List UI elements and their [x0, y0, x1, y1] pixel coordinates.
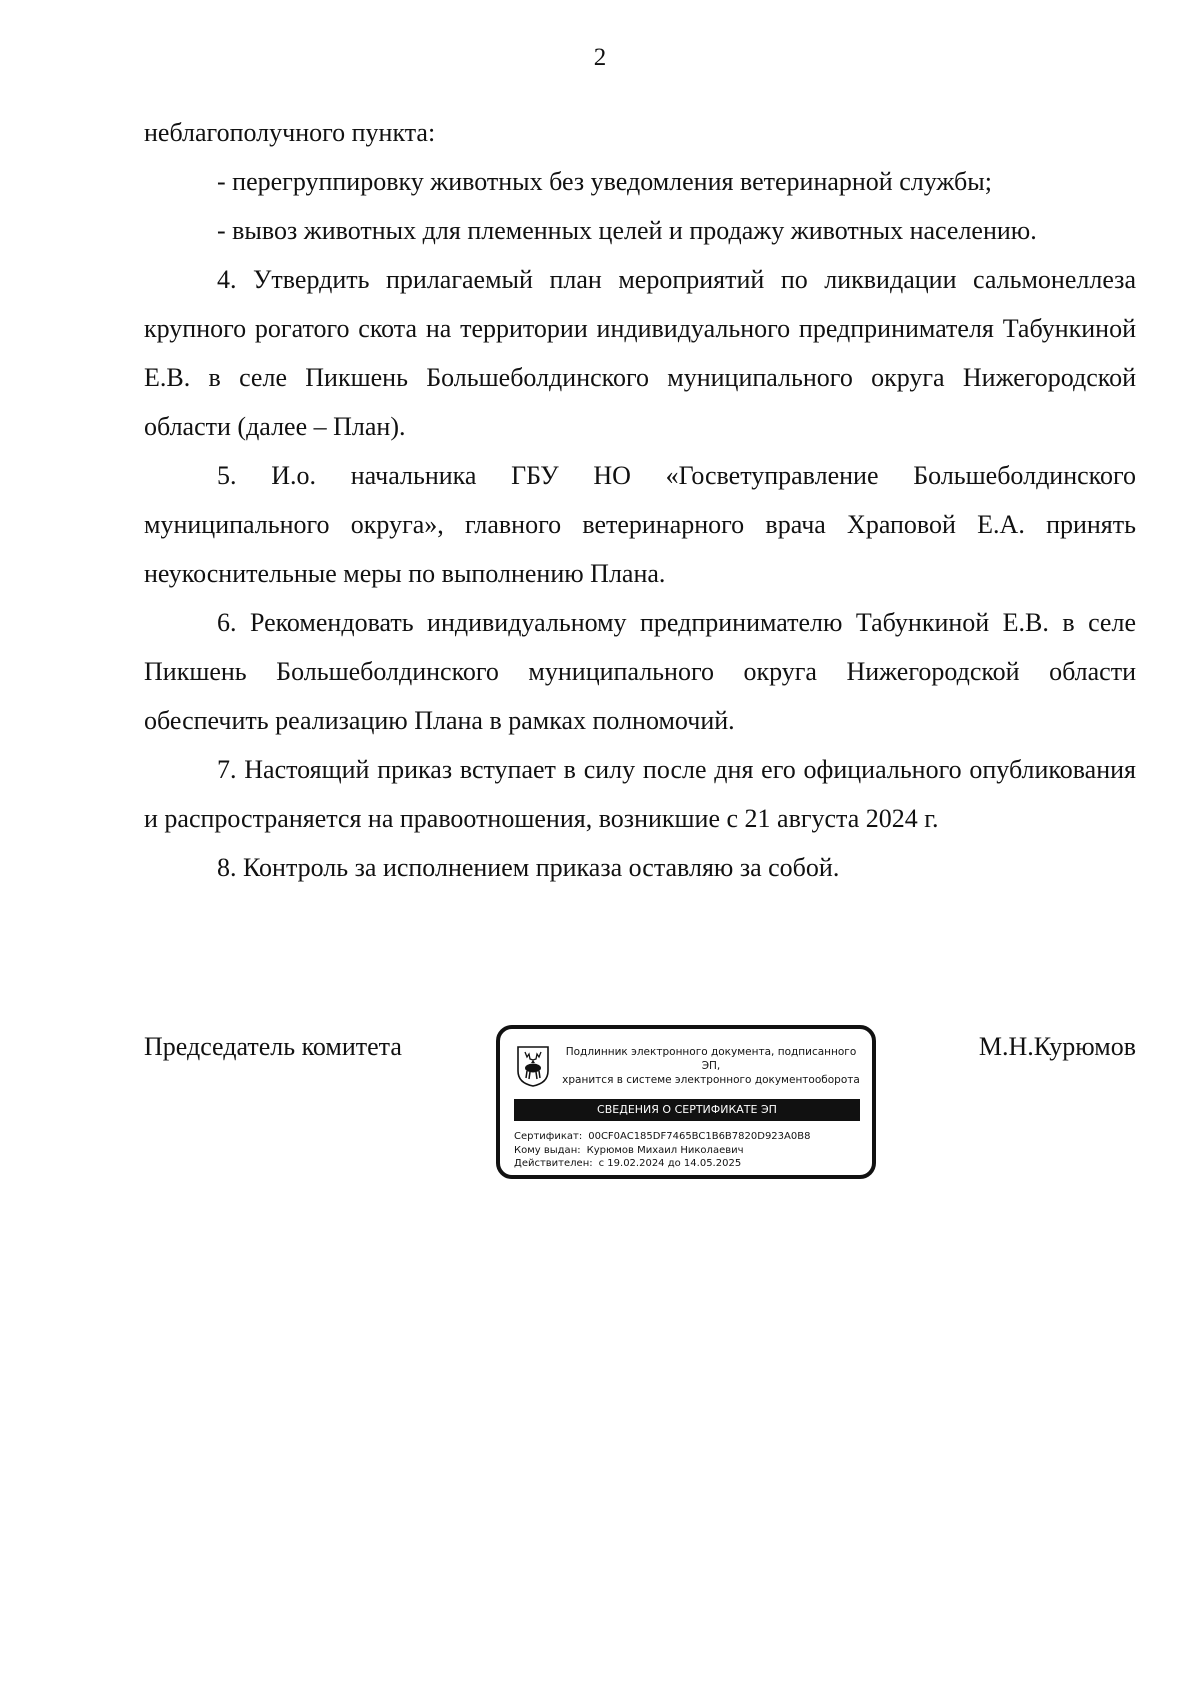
list-item: - перегруппировку животных без уведомления ветеринарной службы; [217, 167, 992, 196]
stamp-header-line: хранится в системе электронного документооборота [562, 1074, 860, 1086]
certificate-value: 00CF0AC185DF7465BC1B6B7820D923A0B8 [588, 1131, 811, 1142]
owner-row [514, 1144, 810, 1158]
certificate-details [514, 1130, 810, 1171]
owner-label: Кому выдан: [514, 1144, 581, 1156]
stamp-header [556, 1045, 866, 1087]
page-number: 2 [593, 44, 607, 71]
paragraph-item-7: 7. Настоящий приказ вступает в силу после дня его официального опубликования и распространяется на правоотношения, возникшие с 21 августа 2024 г. [144, 755, 1136, 833]
signatory-position: Председатель комитета [144, 1032, 402, 1061]
owner-value: Курюмов Михаил Николаевич [586, 1144, 744, 1156]
certificate-row [514, 1130, 810, 1144]
validity-value: с 19.02.2024 до 14.05.2025 [598, 1158, 742, 1169]
certificate-title-bar: СВЕДЕНИЯ О СЕРТИФИКАТЕ ЭП [514, 1099, 860, 1121]
electronic-signature-stamp [496, 1025, 876, 1179]
document-body [144, 108, 1136, 892]
paragraph-continuation: неблагополучного пункта: [144, 118, 436, 147]
paragraph-item-5: 5. И.о. начальника ГБУ НО «Госветуправление Большеболдинского муниципального округа», главного ветеринарного врача Храповой Е.А. принять неукоснительные меры по выполнению Плана. [144, 461, 1136, 588]
certificate-label: Сертификат: [514, 1131, 583, 1142]
deer-coat-of-arms-icon [516, 1045, 550, 1087]
stamp-header-line: Подлинник электронного документа, подписанного ЭП, [565, 1046, 857, 1072]
paragraph-item-6: 6. Рекомендовать индивидуальному предпринимателю Табункиной Е.В. в селе Пикшень Большеболдинского муниципального округа Нижегородской области обеспечить реализацию Плана в рамках полномочий. [144, 608, 1136, 735]
signatory-name: М.Н.Курюмов [978, 1032, 1136, 1061]
paragraph-item-4: 4. Утвердить прилагаемый план мероприятий по ликвидации сальмонеллеза крупного рогатого скота на территории индивидуального предпринимателя Табункиной Е.В. в селе Пикшень Большеболдинского муниципального округа Нижегородской области (далее – План). [144, 265, 1136, 441]
list-item: - вывоз животных для племенных целей и продажу животных населению. [217, 216, 1037, 245]
paragraph-item-8: 8. Контроль за исполнением приказа оставляю за собой. [217, 853, 840, 882]
validity-label: Действителен: [514, 1158, 593, 1169]
validity-row [514, 1157, 810, 1171]
